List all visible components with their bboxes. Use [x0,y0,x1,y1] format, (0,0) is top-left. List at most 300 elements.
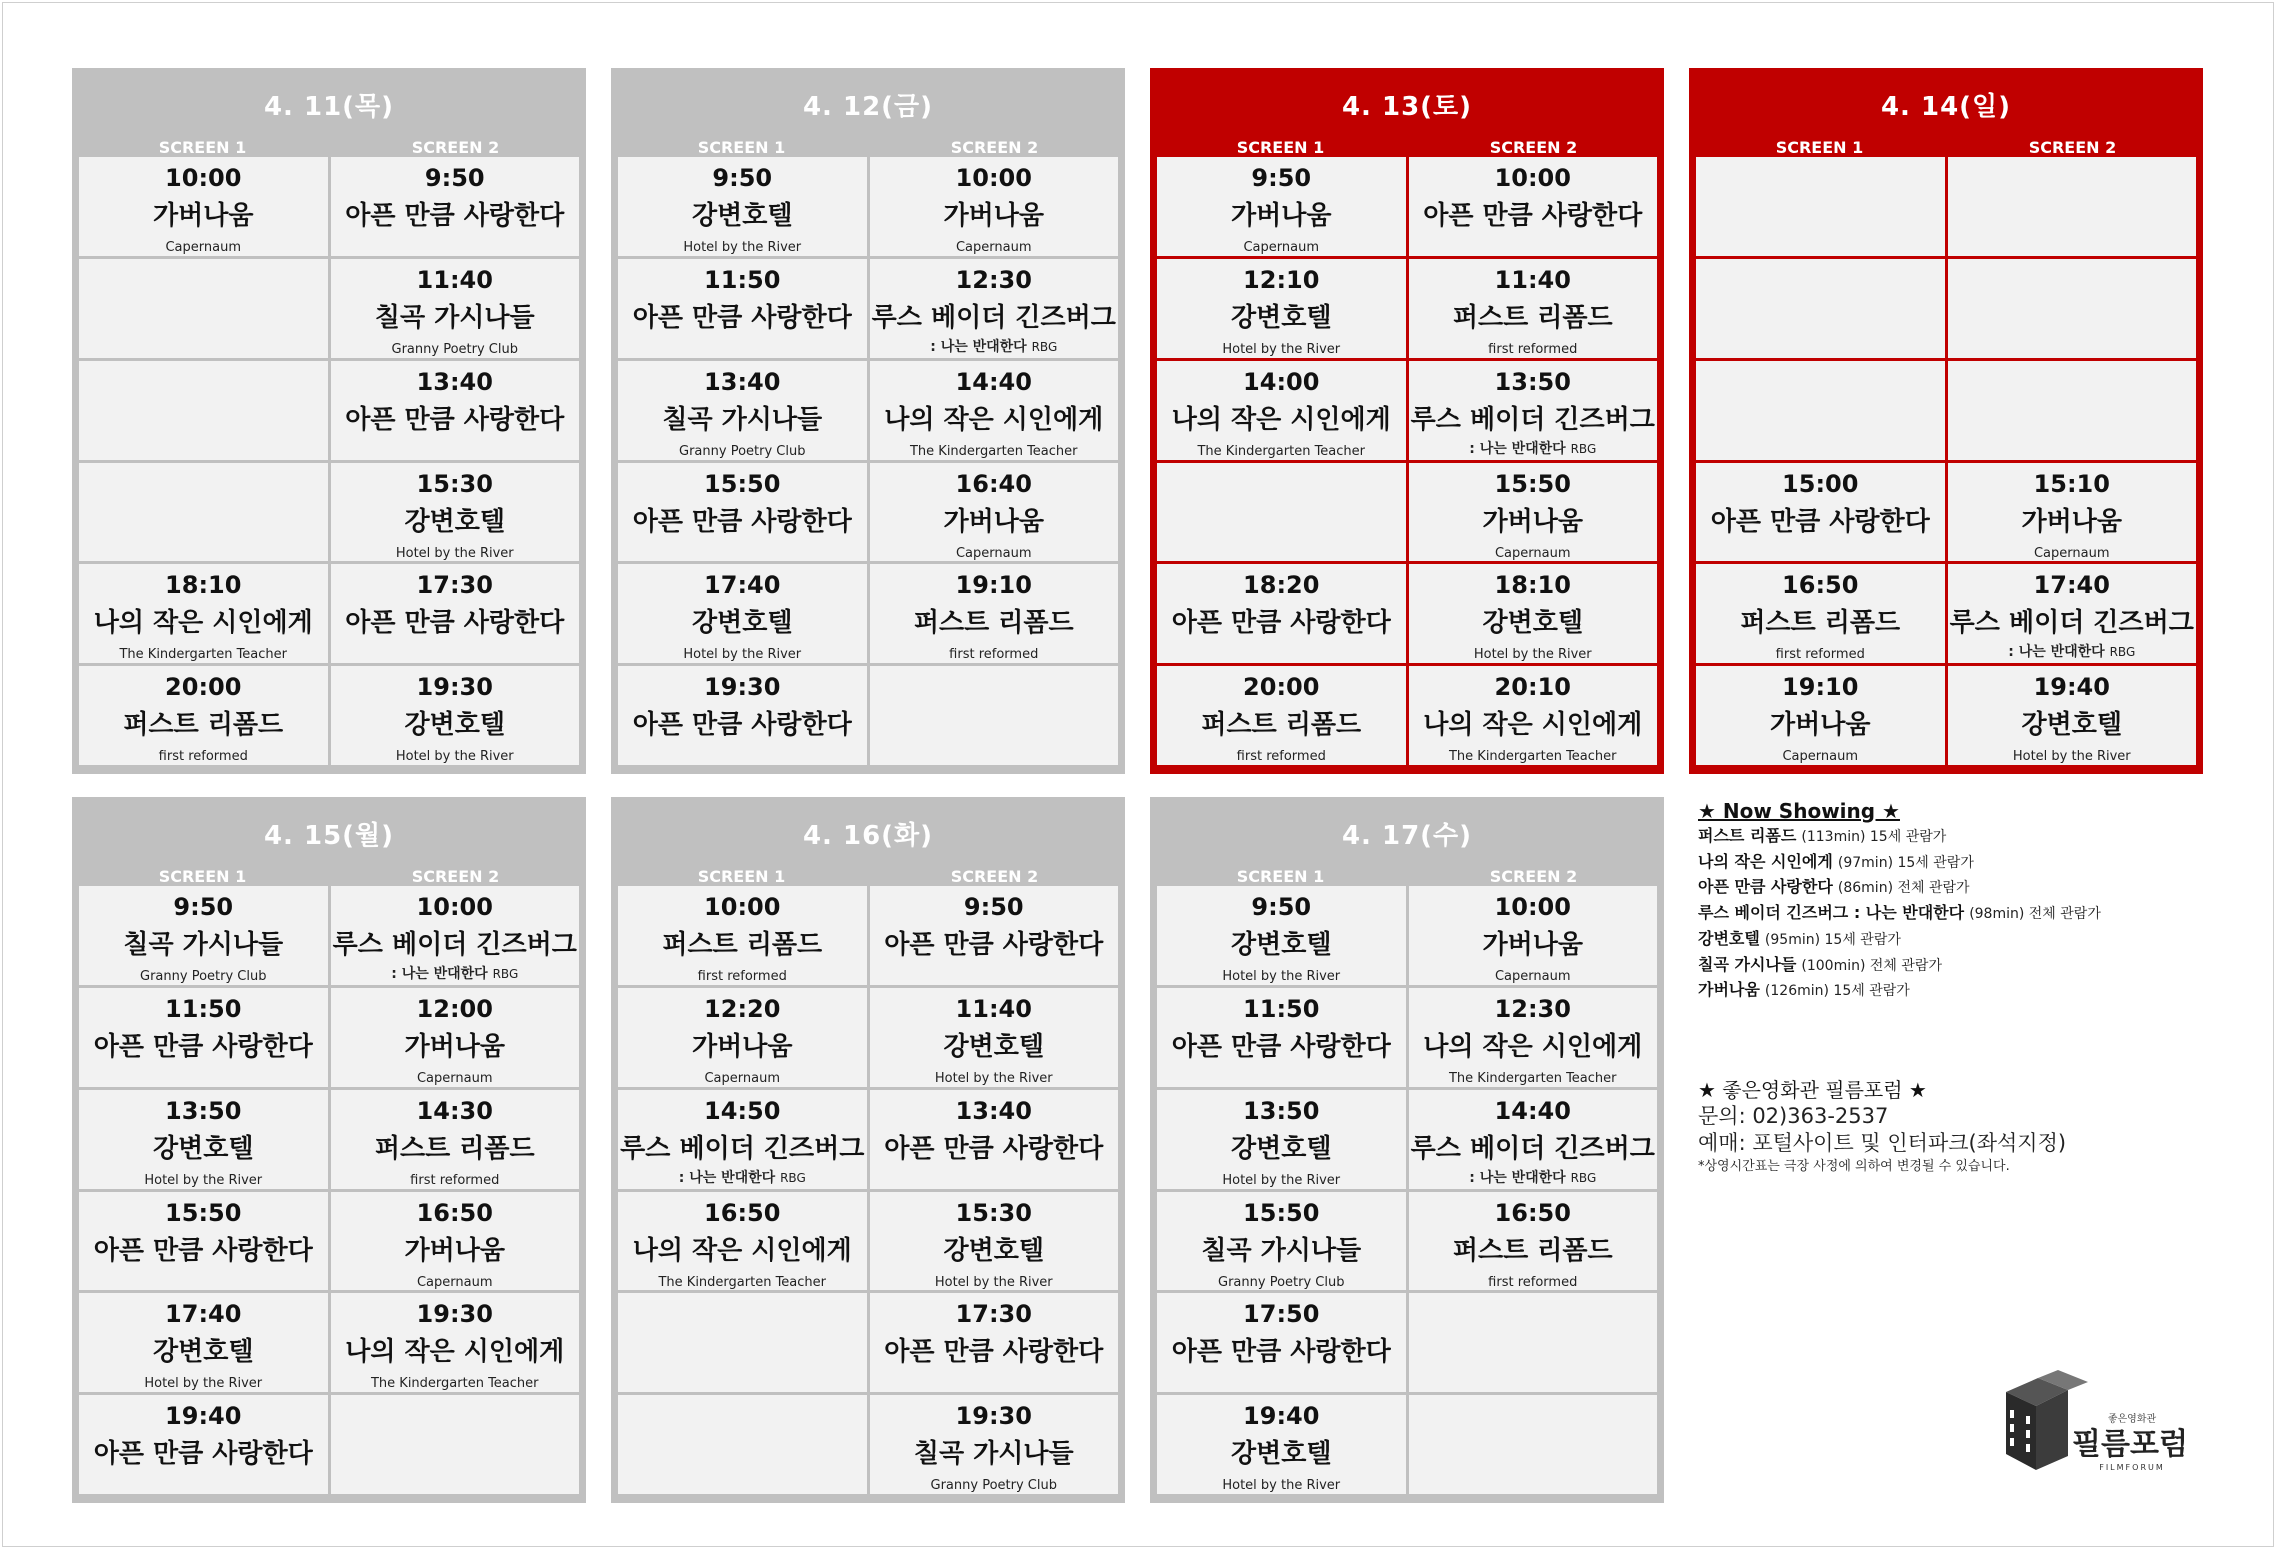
showtime-cell [331,1090,580,1189]
movie-english-title: Capernaum [1494,545,1571,561]
showtime-time: 19:30 [955,1402,1032,1431]
showtime-time: 12:20 [704,994,781,1023]
movie-title: 칠곡 가시나들 [662,404,823,435]
showtime-time: 10:00 [416,893,493,921]
movie-title: 루스 베이더 긴즈버그 [871,302,1116,333]
showtime-time: 14:00 [1243,367,1320,396]
showtime-cell [1157,666,1406,765]
showtime-cell [1696,361,1945,460]
movie-title: 나의 작은 시인에게 [884,404,1104,435]
showtime-cell [1409,666,1658,765]
showtime-grid [615,886,1121,1497]
showtime-cell [618,259,867,358]
film-info-line [1698,953,2218,979]
showtime-time: 17:50 [1243,1300,1320,1329]
film-info-line [1698,978,2218,1004]
movie-english-title: first reformed [1775,647,1865,663]
showtime-cell [79,1090,328,1189]
film-name: 퍼스트 리폼드 [1698,826,1797,845]
showtime-time: 13:50 [165,1096,242,1125]
movie-english-title: first reformed [410,1172,500,1188]
showtime-time: 18:10 [1494,571,1571,600]
movie-title: 강변호텔 [943,1031,1044,1062]
showtime-cell [870,463,1119,562]
showtime-cell [618,1395,867,1494]
schedule-notice: *상영시간표는 극장 사정에 의하여 변경될 수 있습니다. [1698,1159,2010,1174]
showtime-cell [1157,1293,1406,1392]
showtime-time: 15:10 [2033,469,2110,498]
screen-1-label: SCREEN 1 [158,138,247,157]
showtime-cell [870,1192,1119,1291]
showtime-time: 20:00 [165,673,242,702]
showtime-time: 20:00 [1243,673,1320,702]
showtime-time: 15:30 [955,1198,1032,1227]
movie-title: 루스 베이더 긴즈버그 [1410,404,1655,435]
logo-small-text: 좋은영화관 [2107,1414,2157,1425]
screen-2-label: SCREEN 2 [950,867,1039,886]
film-info-line [1698,824,2218,850]
showtime-time: 9:50 [963,893,1024,921]
day-header [76,801,582,886]
screen-2-label: SCREEN 2 [1489,138,1578,157]
showtime-time: 18:20 [1243,571,1320,600]
showtime-time: 13:40 [955,1096,1032,1125]
day-header [76,72,582,157]
subtitle-korean: : 나는 반대한다 [930,338,1027,355]
logo-en-text: FILMFORUM [2099,1463,2165,1472]
movie-title: 아픈 만큼 사랑한다 [1171,608,1391,639]
screen-2-label: SCREEN 2 [411,138,500,157]
movie-title: 가버나움 [1482,930,1583,960]
movie-subtitle [1409,441,1658,457]
showtime-cell [79,1395,328,1494]
movie-english-title: Capernaum [416,1070,493,1086]
showtime-cell [331,988,580,1087]
movie-title: 아픈 만큼 사랑한다 [1710,506,1930,537]
film-list [1698,824,2218,1004]
movie-english-title: Capernaum [416,1274,493,1290]
showtime-grid [76,886,582,1497]
movie-title: 퍼스트 리폼드 [374,1133,535,1164]
showtime-cell [1409,157,1658,256]
showtime-cell [1948,259,2197,358]
movie-english-title: first reformed [1488,1274,1578,1290]
subtitle-rbg: RBG [780,1170,806,1185]
movie-title: 아픈 만큼 사랑한다 [884,1337,1104,1368]
showtime-cell [79,886,328,985]
showtime-cell [79,1192,328,1291]
movie-title: 루스 베이더 긴즈버그 [620,1133,865,1164]
showtime-time: 17:40 [165,1300,242,1329]
showtime-time: 19:40 [1243,1402,1320,1431]
showtime-cell [1157,988,1406,1087]
movie-english-title: The Kindergarten Teacher [909,443,1078,459]
showtime-time: 11:40 [416,265,493,294]
day-title: 4. 16(화) [802,821,934,851]
film-name: 아픈 만큼 사랑한다 [1698,877,1833,897]
screen-2-label: SCREEN 2 [2028,138,2117,157]
movie-title: 아픈 만큼 사랑한다 [1171,1031,1391,1062]
showtime-time: 9:50 [1251,893,1312,921]
movie-title: 강변호텔 [404,710,505,741]
movie-title: 퍼스트 리폼드 [913,608,1074,639]
movie-title: 강변호텔 [2021,710,2122,741]
showtime-grid [1154,157,1660,768]
showtime-time: 11:50 [1243,994,1320,1023]
showtime-cell [79,463,328,562]
logo-main-text: 필름포럼 [2072,1427,2188,1462]
day-header [1154,72,1660,157]
day-title: 4. 13(토) [1341,92,1473,122]
movie-english-title: Granny Poetry Club [930,1478,1057,1494]
showtime-time: 11:50 [165,994,242,1023]
showtime-cell [331,463,580,562]
film-detail: (98min) 전체 관람가 [1969,906,2101,923]
screen-2-label: SCREEN 2 [1489,867,1578,886]
movie-title: 루스 베이더 긴즈버그 [332,930,577,960]
screen-1-label: SCREEN 1 [1236,867,1325,886]
movie-english-title: Hotel by the River [1222,1172,1341,1188]
showtime-cell [618,1192,867,1291]
movie-title: 아픈 만큼 사랑한다 [93,1031,313,1062]
showtime-cell [1948,463,2197,562]
movie-title: 퍼스트 리폼드 [1452,302,1613,333]
movie-title: 아픈 만큼 사랑한다 [345,404,565,435]
movie-title: 가버나움 [2021,506,2122,537]
showtime-cell [331,1192,580,1291]
movie-english-title: Granny Poetry Club [1218,1274,1345,1290]
showtime-time: 16:50 [416,1198,493,1227]
movie-english-title: Hotel by the River [683,240,802,255]
movie-title: 가버나움 [1231,201,1332,231]
showtime-grid [1154,886,1660,1497]
movie-subtitle [1948,644,2197,660]
showtime-cell [1157,564,1406,663]
movie-title: 루스 베이더 긴즈버그 [1410,1133,1655,1164]
showtime-cell [331,157,580,256]
showtime-cell [870,886,1119,985]
movie-subtitle [331,966,580,982]
showtime-cell [1157,1395,1406,1494]
showtime-cell [1409,463,1658,562]
showtime-cell [1696,463,1945,562]
showtime-cell [1157,1090,1406,1189]
showtime-cell [331,666,580,765]
screen-1-label: SCREEN 1 [697,867,786,886]
showtime-time: 19:10 [955,571,1032,600]
showtime-time: 12:30 [955,265,1032,294]
showtime-cell [331,259,580,358]
movie-english-title: Hotel by the River [1222,969,1341,984]
movie-title: 강변호텔 [153,1133,254,1164]
showtime-cell [1157,157,1406,256]
showtime-cell [870,1090,1119,1189]
movie-title: 아픈 만큼 사랑한다 [632,710,852,741]
movie-title: 강변호텔 [692,608,793,639]
subtitle-rbg: RBG [2109,645,2136,660]
showtime-time: 19:30 [416,1300,493,1329]
movie-title: 아픈 만큼 사랑한다 [345,608,565,639]
movie-title: 아픈 만큼 사랑한다 [884,930,1104,960]
movie-english-title: Hotel by the River [1222,1478,1341,1494]
showtime-time: 16:50 [704,1198,781,1227]
subtitle-rbg: RBG [492,967,519,981]
movie-english-title: Hotel by the River [395,749,514,765]
showtime-grid [76,157,582,768]
showtime-cell [1157,463,1406,562]
movie-english-title: Capernaum [1782,749,1859,765]
showtime-cell [1409,988,1658,1087]
showtime-cell [1157,886,1406,985]
showtime-cell [1696,259,1945,358]
subtitle-korean: : 나는 반대한다 [1469,440,1566,457]
showtime-time: 17:30 [416,571,493,600]
movie-english-title: Hotel by the River [395,545,514,561]
movie-english-title: Capernaum [1494,969,1571,984]
showtime-time: 19:30 [704,673,781,702]
movie-english-title: first reformed [1236,749,1326,765]
showtime-cell [331,361,580,460]
showtime-time: 15:50 [1243,1198,1320,1227]
film-detail: (97min) 15세 관람가 [1837,854,1974,871]
movie-title: 루스 베이더 긴즈버그 [1949,608,2194,639]
movie-title: 가버나움 [943,506,1044,537]
screen-1-label: SCREEN 1 [158,867,247,886]
showtime-cell [1157,1192,1406,1291]
showtime-cell [79,564,328,663]
movie-english-title: Hotel by the River [2012,749,2131,765]
now-showing-title: ★ Now Showing ★ [1698,799,1900,823]
showtime-cell [1696,564,1945,663]
showtime-cell [1157,361,1406,460]
showtime-cell [870,1293,1119,1392]
movie-english-title: Hotel by the River [1222,341,1341,357]
showtime-cell [1409,564,1658,663]
movie-title: 강변호텔 [943,1235,1044,1266]
film-box-icon [1996,1370,2196,1478]
movie-english-title: The Kindergarten Teacher [1448,749,1617,765]
movie-title: 가버나움 [153,201,254,231]
showtime-time: 15:00 [1782,469,1859,498]
movie-english-title: Granny Poetry Club [679,443,806,459]
movie-english-title: The Kindergarten Teacher [1197,443,1365,459]
showtime-cell [331,564,580,663]
movie-title: 강변호텔 [404,506,505,537]
day-panel [611,797,1125,1503]
movie-title: 아픈 만큼 사랑한다 [345,201,565,231]
movie-english-title: Capernaum [1243,240,1320,255]
subtitle-rbg: RBG [1570,1170,1597,1185]
showtime-time: 10:00 [704,893,781,921]
movie-title: 강변호텔 [1482,608,1583,639]
movie-title: 퍼스트 리폼드 [123,710,284,741]
subtitle-korean: : 나는 반대한다 [678,1169,776,1186]
showtime-cell [618,157,867,256]
showtime-time: 15:50 [704,469,781,498]
film-info-line [1698,927,2218,953]
showtime-time: 18:10 [165,571,242,600]
film-name: 루스 베이더 긴즈버그 : 나는 반대한다 [1698,903,1965,923]
movie-title: 아픈 만큼 사랑한다 [1171,1337,1391,1368]
showtime-time: 9:50 [173,893,234,921]
movie-english-title: The Kindergarten Teacher [370,1376,539,1392]
movie-title: 칠곡 가시나들 [913,1439,1074,1470]
movie-english-title: Capernaum [165,240,242,255]
showtime-cell [331,886,580,985]
showtime-time: 14:50 [704,1096,781,1125]
movie-title: 강변호텔 [1231,1133,1332,1164]
movie-english-title: Capernaum [955,240,1032,255]
movie-title: 강변호텔 [153,1337,254,1368]
movie-title: 칠곡 가시나들 [123,930,284,960]
movie-title: 나의 작은 시인에게 [1423,710,1643,741]
filmforum-logo [1996,1370,2196,1478]
showtime-time: 10:00 [165,164,242,192]
movie-english-title: first reformed [1488,341,1578,357]
showtime-cell [870,564,1119,663]
showtime-time: 16:50 [1782,571,1859,600]
film-name: 칠곡 가시나들 [1698,954,1797,974]
showtime-cell [79,988,328,1087]
showtime-time: 9:50 [1251,164,1312,192]
showtime-cell [1696,666,1945,765]
showtime-cell [1948,564,2197,663]
subtitle-korean: : 나는 반대한다 [2008,644,2105,661]
movie-title: 강변호텔 [1231,930,1332,960]
showtime-time: 17:40 [2033,571,2110,600]
movie-title: 아픈 만큼 사랑한다 [1423,201,1643,231]
screen-2-label: SCREEN 2 [950,138,1039,157]
showtime-cell [1409,1395,1658,1494]
now-showing [1698,798,2218,1004]
movie-title: 아픈 만큼 사랑한다 [93,1439,313,1470]
showtime-time: 12:00 [416,994,493,1023]
showtime-cell [1948,157,2197,256]
showtime-time: 11:40 [955,994,1032,1023]
film-name: 나의 작은 시인에게 [1698,851,1833,871]
day-panel [1689,68,2203,774]
screen-1-label: SCREEN 1 [697,138,786,157]
movie-title: 퍼스트 리폼드 [1740,608,1901,639]
screen-1-label: SCREEN 1 [1775,138,1864,157]
day-panel [72,797,586,1503]
showtime-cell [331,1395,580,1494]
movie-title: 아픈 만큼 사랑한다 [884,1133,1104,1164]
movie-title: 아픈 만큼 사랑한다 [632,506,852,537]
movie-title: 강변호텔 [692,201,793,231]
showtime-cell [1157,259,1406,358]
day-title: 4. 17(수) [1341,821,1473,851]
movie-title: 가버나움 [404,1235,505,1266]
movie-title: 퍼스트 리폼드 [1201,710,1362,741]
movie-subtitle [618,1170,867,1186]
showtime-cell [618,463,867,562]
showtime-time: 13:40 [416,367,493,396]
film-detail: (86min) 전체 관람가 [1837,880,1970,897]
showtime-cell [79,259,328,358]
day-title: 4. 15(월) [263,821,395,851]
showtime-time: 19:10 [1782,673,1859,702]
showtime-cell [870,157,1119,256]
day-header [615,72,1121,157]
movie-title: 칠곡 가시나들 [374,302,535,333]
showtime-cell [1948,361,2197,460]
movie-title: 퍼스트 리폼드 [662,930,823,960]
film-info-line [1698,901,2218,927]
showtime-time: 19:40 [2033,673,2110,702]
showtime-time: 20:10 [1494,673,1571,702]
movie-title: 나의 작은 시인에게 [1423,1031,1643,1062]
theater-name: ★ 좋은영화관 필름포럼 ★ [1698,1078,1927,1102]
showtime-time: 12:10 [1243,265,1320,294]
showtime-time: 10:00 [955,164,1032,192]
movie-english-title: Hotel by the River [683,647,802,663]
showtime-time: 9:50 [712,164,773,192]
day-title: 4. 11(목) [263,92,395,122]
film-detail: (113min) 15세 관람가 [1801,829,1947,845]
showtime-time: 16:50 [1494,1198,1571,1227]
showtime-time: 14:40 [1494,1096,1571,1125]
showtime-cell [1409,259,1658,358]
showtime-cell [870,259,1119,358]
movie-english-title: Capernaum [955,545,1032,561]
movie-title: 가버나움 [1482,506,1583,537]
showtime-time: 17:30 [955,1300,1032,1329]
film-detail: (95min) 15세 관람가 [1764,931,1901,948]
showtime-time: 19:40 [165,1402,242,1431]
showtime-cell [870,988,1119,1087]
film-detail: (126min) 15세 관람가 [1764,983,1910,1000]
showtime-cell [1409,1293,1658,1392]
day-header [1693,72,2199,157]
showtime-cell [1696,157,1945,256]
showtime-cell [1409,1192,1658,1291]
showtime-cell [870,361,1119,460]
day-header [615,801,1121,886]
showtime-time: 10:00 [1494,164,1571,192]
film-name: 가버나움 [1698,980,1760,1000]
movie-title: 가버나움 [1770,710,1871,741]
day-title: 4. 14(일) [1880,92,2012,122]
showtime-cell [79,1293,328,1392]
day-panel [1150,68,1664,774]
showtime-cell [618,1293,867,1392]
showtime-time: 15:50 [1494,469,1571,498]
movie-english-title: Hotel by the River [1473,647,1592,663]
subtitle-rbg: RBG [1031,339,1058,354]
day-panel [1150,797,1664,1503]
subtitle-korean: : 나는 반대한다 [391,966,488,982]
screen-1-label: SCREEN 1 [1236,138,1325,157]
movie-english-title: The Kindergarten Teacher [658,1274,826,1290]
movie-title: 칠곡 가시나들 [1201,1235,1362,1266]
day-header [1154,801,1660,886]
movie-english-title: The Kindergarten Teacher [119,647,287,663]
theater-booking: 예매: 포털사이트 및 인터파크(좌석지정) [1698,1131,2067,1155]
showtime-time: 16:40 [955,469,1032,498]
movie-title: 퍼스트 리폼드 [1452,1235,1613,1266]
movie-title: 가버나움 [692,1031,793,1062]
film-info-line [1698,875,2218,901]
showtime-grid [615,157,1121,768]
movie-english-title: The Kindergarten Teacher [1448,1070,1617,1086]
showtime-time: 9:50 [424,164,485,192]
showtime-cell [79,666,328,765]
movie-english-title: Capernaum [2033,545,2110,561]
showtime-time: 12:30 [1494,994,1571,1023]
movie-english-title: first reformed [697,969,787,984]
showtime-time: 19:30 [416,673,493,702]
